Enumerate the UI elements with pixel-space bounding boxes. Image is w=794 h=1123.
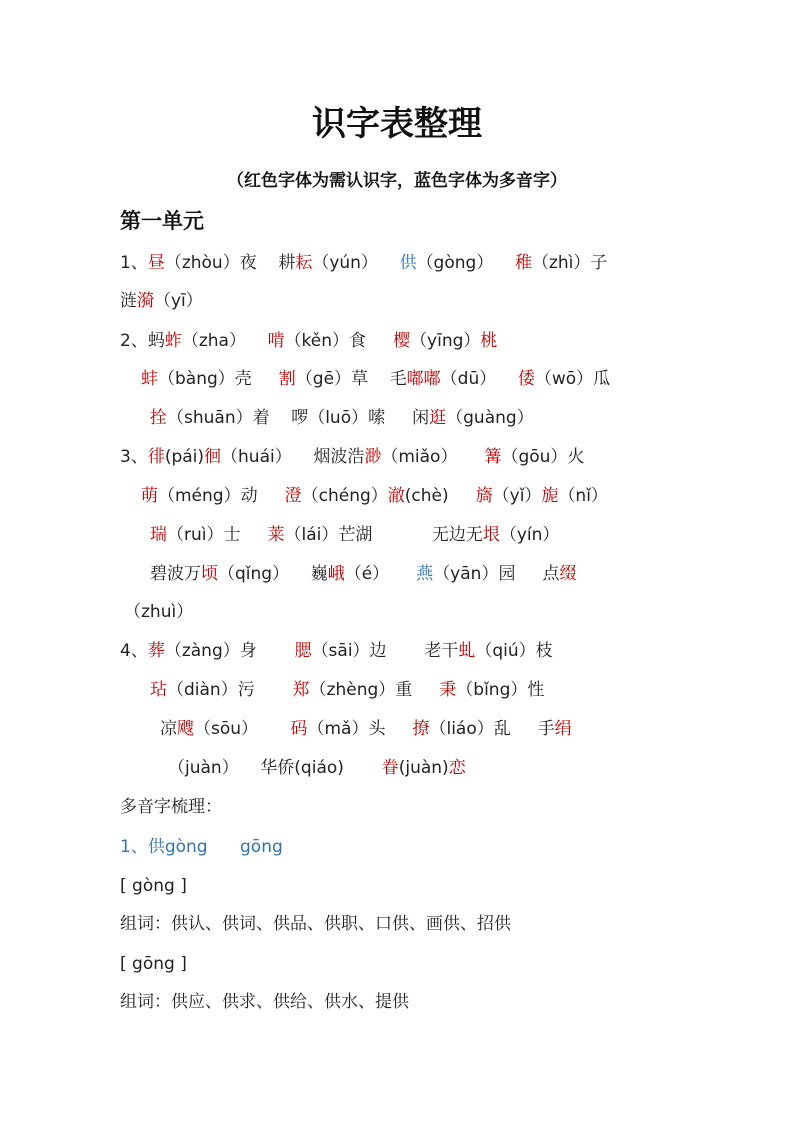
required-char: 虬 [458, 641, 476, 661]
required-char: 顷 [201, 564, 218, 584]
text-segment: [ gòng ] [120, 876, 187, 896]
text-segment: （liáo）乱 手 [429, 719, 555, 739]
text-segment: （miǎo） [381, 447, 485, 467]
line-7 [141, 485, 608, 507]
text-segment: （yǐ） [492, 486, 542, 506]
polyphone-char: 1、供gòng gōng [120, 837, 283, 857]
line-1 [120, 252, 607, 274]
required-char: 玷 [150, 680, 167, 700]
required-char: 耘 [295, 253, 313, 273]
text-segment: （bàng）壳 [158, 369, 279, 389]
text-segment: 3、 [120, 447, 148, 467]
reading-gong4 [120, 875, 187, 897]
page-title: 识字表整理 [312, 104, 482, 144]
required-char: 垠 [482, 525, 500, 545]
text-segment: （kěn）食 [284, 331, 394, 351]
text-segment: （yī） [154, 291, 203, 311]
text-segment: 组词：供应、供求、供给、供水、提供 [120, 992, 409, 1012]
text-segment: （zha） [181, 331, 268, 351]
text-segment: (pái) [164, 447, 205, 467]
text-segment: （wō）瓜 [534, 369, 611, 389]
required-char: 篝 [484, 447, 502, 467]
text-segment: 1、 [120, 253, 148, 273]
required-char: 绢 [554, 719, 572, 739]
required-char: 峨 [327, 564, 345, 584]
line-12 [150, 679, 544, 701]
required-char: 徊 [204, 447, 222, 467]
line-10 [124, 601, 193, 623]
required-char: 稚 [514, 253, 532, 273]
reading-gong1 [120, 953, 187, 975]
line-14 [168, 757, 466, 779]
line-5 [150, 407, 534, 429]
required-char: 拴 [150, 408, 167, 428]
text-segment: 2、蚂 [120, 331, 165, 351]
line-11 [120, 640, 553, 662]
text-segment: （shuān）着 啰（luō）嗦 闲 [167, 408, 430, 428]
text-segment: （zhì）子 [531, 253, 608, 273]
polyphone-heading [120, 796, 222, 818]
text-segment: （méng）动 [158, 486, 285, 506]
text-segment: 多音字梳理： [120, 797, 222, 817]
required-char: 割 [278, 369, 296, 389]
polyphone-item-1 [120, 836, 283, 858]
required-char: 秉 [439, 680, 457, 700]
required-char: 澄 [284, 486, 302, 506]
required-char: 倭 [517, 369, 535, 389]
text-segment: （yún） [312, 253, 400, 273]
required-char: 旖 [475, 486, 493, 506]
text-segment: (juàn) [398, 758, 449, 778]
text-segment: （guàng） [446, 408, 534, 428]
required-char: 澈 [387, 486, 405, 506]
text-segment: 涟 [120, 291, 137, 311]
text-segment: （zhèng）重 [309, 680, 440, 700]
required-char: 旎 [541, 486, 559, 506]
text-segment: （sāi）边 老干 [311, 641, 459, 661]
line-3 [120, 330, 497, 352]
polyphone-char: 供 [399, 253, 417, 273]
required-char: 漪 [137, 291, 154, 311]
required-char: 蚌 [141, 369, 158, 389]
text-segment: （huái） 烟波浩 [221, 447, 365, 467]
text-segment: （diàn）污 [167, 680, 293, 700]
text-segment: （bǐng）性 [456, 680, 545, 700]
required-char: 瑞 [150, 525, 167, 545]
polyphone-char: 燕 [416, 564, 434, 584]
required-char: 缀 [559, 564, 577, 584]
required-char: 飕 [177, 719, 194, 739]
required-char: 莱 [267, 525, 285, 545]
line-2 [120, 290, 203, 312]
required-char: 桃 [480, 331, 498, 351]
text-segment: （nǐ） [558, 486, 608, 506]
text-segment: 4、 [120, 641, 148, 661]
line-6 [120, 446, 584, 468]
required-char: 啃 [267, 331, 285, 351]
required-char: 腮 [294, 641, 312, 661]
required-char: 萌 [141, 486, 158, 506]
required-char: 徘 [147, 447, 165, 467]
required-char: 撩 [412, 719, 430, 739]
text-segment: （zàng）身 [164, 641, 295, 661]
text-segment: [ gōng ] [120, 954, 187, 974]
text-segment: （dū） [440, 369, 518, 389]
required-char: 葬 [147, 641, 165, 661]
required-char: 蚱 [164, 331, 182, 351]
text-segment: （é） [344, 564, 417, 584]
text-segment: （yín） [499, 525, 560, 545]
text-segment: （yīng） [410, 331, 481, 351]
text-segment: （ruì）士 [167, 525, 268, 545]
text-segment: 凉 [160, 719, 177, 739]
required-char: 郑 [292, 680, 310, 700]
text-segment: 组词：供认、供词、供品、供职、口供、画供、招供 [120, 914, 511, 934]
line-4 [141, 368, 610, 390]
page-subtitle: （红色字体为需认识字，蓝色字体为多音字） [227, 171, 567, 191]
text-segment: （qiú）枝 [475, 641, 553, 661]
text-segment: （qǐng） 巍 [218, 564, 328, 584]
text-segment: （sōu） [194, 719, 291, 739]
required-char: 樱 [393, 331, 411, 351]
required-char: 逛 [429, 408, 447, 428]
text-segment: （gē）草 毛 [295, 369, 407, 389]
text-segment: （lái）芒湖 无边无 [284, 525, 483, 545]
text-segment: （gòng） [416, 253, 515, 273]
text-segment: （mǎ）头 [307, 719, 413, 739]
text-segment: (chè) [404, 486, 476, 506]
required-char: 眷 [381, 758, 399, 778]
required-char: 昼 [147, 253, 165, 273]
text-segment: 碧波万 [150, 564, 201, 584]
line-8 [150, 524, 559, 546]
text-segment: （gōu）火 [501, 447, 585, 467]
text-segment: （yān）园 点 [433, 564, 560, 584]
text-segment: （zhuì） [124, 602, 194, 622]
required-char: 嘟嘟 [406, 369, 441, 389]
required-char: 恋 [448, 758, 466, 778]
required-char: 渺 [364, 447, 382, 467]
required-char: 码 [290, 719, 308, 739]
words-gong1 [120, 991, 409, 1013]
text-segment: （chéng） [301, 486, 388, 506]
text-segment: （zhòu）夜 耕 [164, 253, 296, 273]
line-9 [150, 563, 576, 585]
line-13 [160, 718, 572, 740]
text-segment: （juàn） 华侨(qiáo) [168, 758, 382, 778]
unit-heading: 第一单元 [120, 208, 204, 233]
words-gong4 [120, 913, 511, 935]
